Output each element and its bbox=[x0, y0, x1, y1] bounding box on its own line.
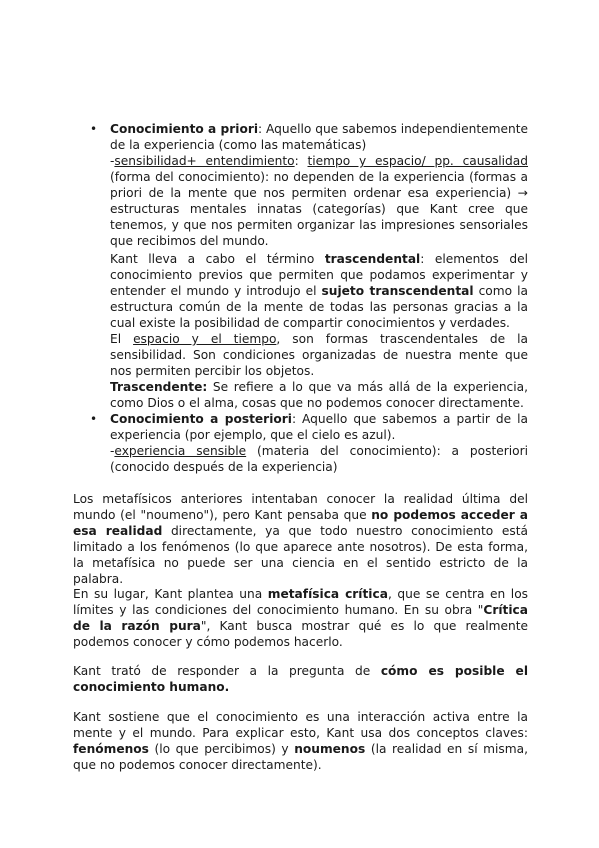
bullet-icon: • bbox=[90, 412, 98, 426]
a-posteriori-definition: Conocimiento a posteriori: Aquello que sabemos a partir de la experiencia (por ejemplo, que el cielo es azul). bbox=[110, 412, 528, 442]
key-phrase: fenómenos bbox=[73, 742, 149, 756]
key-phrase: no podemos acceder a esa realidad bbox=[73, 508, 528, 538]
a-priori-term: Conocimiento a priori bbox=[110, 122, 259, 136]
key-phrase: metafísica crítica bbox=[267, 587, 388, 601]
a-priori-definition: Conocimiento a priori: Aquello que sabemos independientemente de la experiencia (como las matemáticas) bbox=[110, 122, 528, 152]
list-item-a-priori bbox=[90, 121, 528, 411]
transcendental-subject-term: sujeto transcendental bbox=[321, 284, 474, 298]
concept-list bbox=[90, 121, 528, 475]
space-time-term: espacio y el tiempo bbox=[133, 332, 277, 346]
paragraph-metaphysicians: Los metafísicos anteriores intentaban conocer la realidad última del mundo (el "noumeno"), pero Kant pensaba que no podemos acceder a esa realidad directamente, ya que todo nuestro conocimiento está limitado a los fenómenos (lo que aparece ante nosotros). De esta forma, la metafísica no puede ser una ciencia en el sentido estricto de la palabra. bbox=[73, 492, 528, 586]
transcendent-block: Trascendente: Se refiere a lo que va más allá de la experiencia, como Dios o el alma, cosas que no podemos conocer directamente. bbox=[110, 380, 528, 410]
book-title: Crítica de la razón pura bbox=[73, 603, 528, 633]
paragraph-question: Kant trató de responder a la pregunta de cómo es posible el conocimiento humano. bbox=[73, 664, 529, 694]
bullet-icon: • bbox=[90, 122, 98, 136]
paragraph-critical-metaphysics: En su lugar, Kant plantea una metafísica crítica, que se centra en los límites y las condiciones del conocimiento humano. En su obra "Crítica de la razón pura", Kant busca mostrar qué es lo que realmente podemos conocer y cómo podemos hacerlo. bbox=[73, 587, 528, 649]
paragraph-interaction: Kant sostiene que el conocimiento es una interacción activa entre la mente y el mundo. Para explicar esto, Kant usa dos conceptos claves: fenómenos (lo que percibimos) y noumenos (la realidad en sí misma, que no podemos conocer directamente). bbox=[73, 710, 528, 772]
list-item-a-posteriori bbox=[90, 411, 528, 475]
experience-label: experiencia sensible bbox=[114, 444, 247, 458]
space-time-block: El espacio y el tiempo, son formas trascendentales de la sensibilidad. Son condiciones organizadas de nuestra mente que nos permiten percibir los objetos. bbox=[110, 332, 528, 378]
transcendental-block: Kant lleva a cabo el término trascendental: elementos del conocimiento previos que permiten que podamos experimentar y entender el mundo y introdujo el sujeto transcendental como la estructura común de la mente de todas las personas gracias a la cual existe la posibilidad de compartir conocimientos y verdades. bbox=[110, 252, 528, 330]
sensibility-label: sensibilidad+ entendimiento bbox=[114, 154, 295, 168]
a-posteriori-term: Conocimiento a posteriori bbox=[110, 412, 292, 426]
key-phrase: cómo es posible el conocimiento humano. bbox=[73, 664, 529, 694]
transcendent-term: Trascendente: bbox=[110, 380, 208, 394]
key-phrase: noumenos bbox=[294, 742, 366, 756]
experience-block: -experiencia sensible (materia del conocimiento): a posteriori (conocido después de la experiencia) bbox=[110, 444, 528, 474]
transcendental-term: trascendental bbox=[324, 252, 421, 266]
sensibility-block: -sensibilidad+ entendimiento: tiempo y espacio/ pp. causalidad (forma del conocimiento): no dependen de la experiencia (formas a priori de la mente que nos permiten ordenar esa experiencia) → estructuras mentales innatas (categorías) que Kant cree que tenemos, y que nos permiten organizar las impresiones sensoriales que recibimos del mundo. bbox=[110, 154, 529, 248]
sensibility-items: tiempo y espacio/ pp. causalidad bbox=[307, 154, 529, 168]
